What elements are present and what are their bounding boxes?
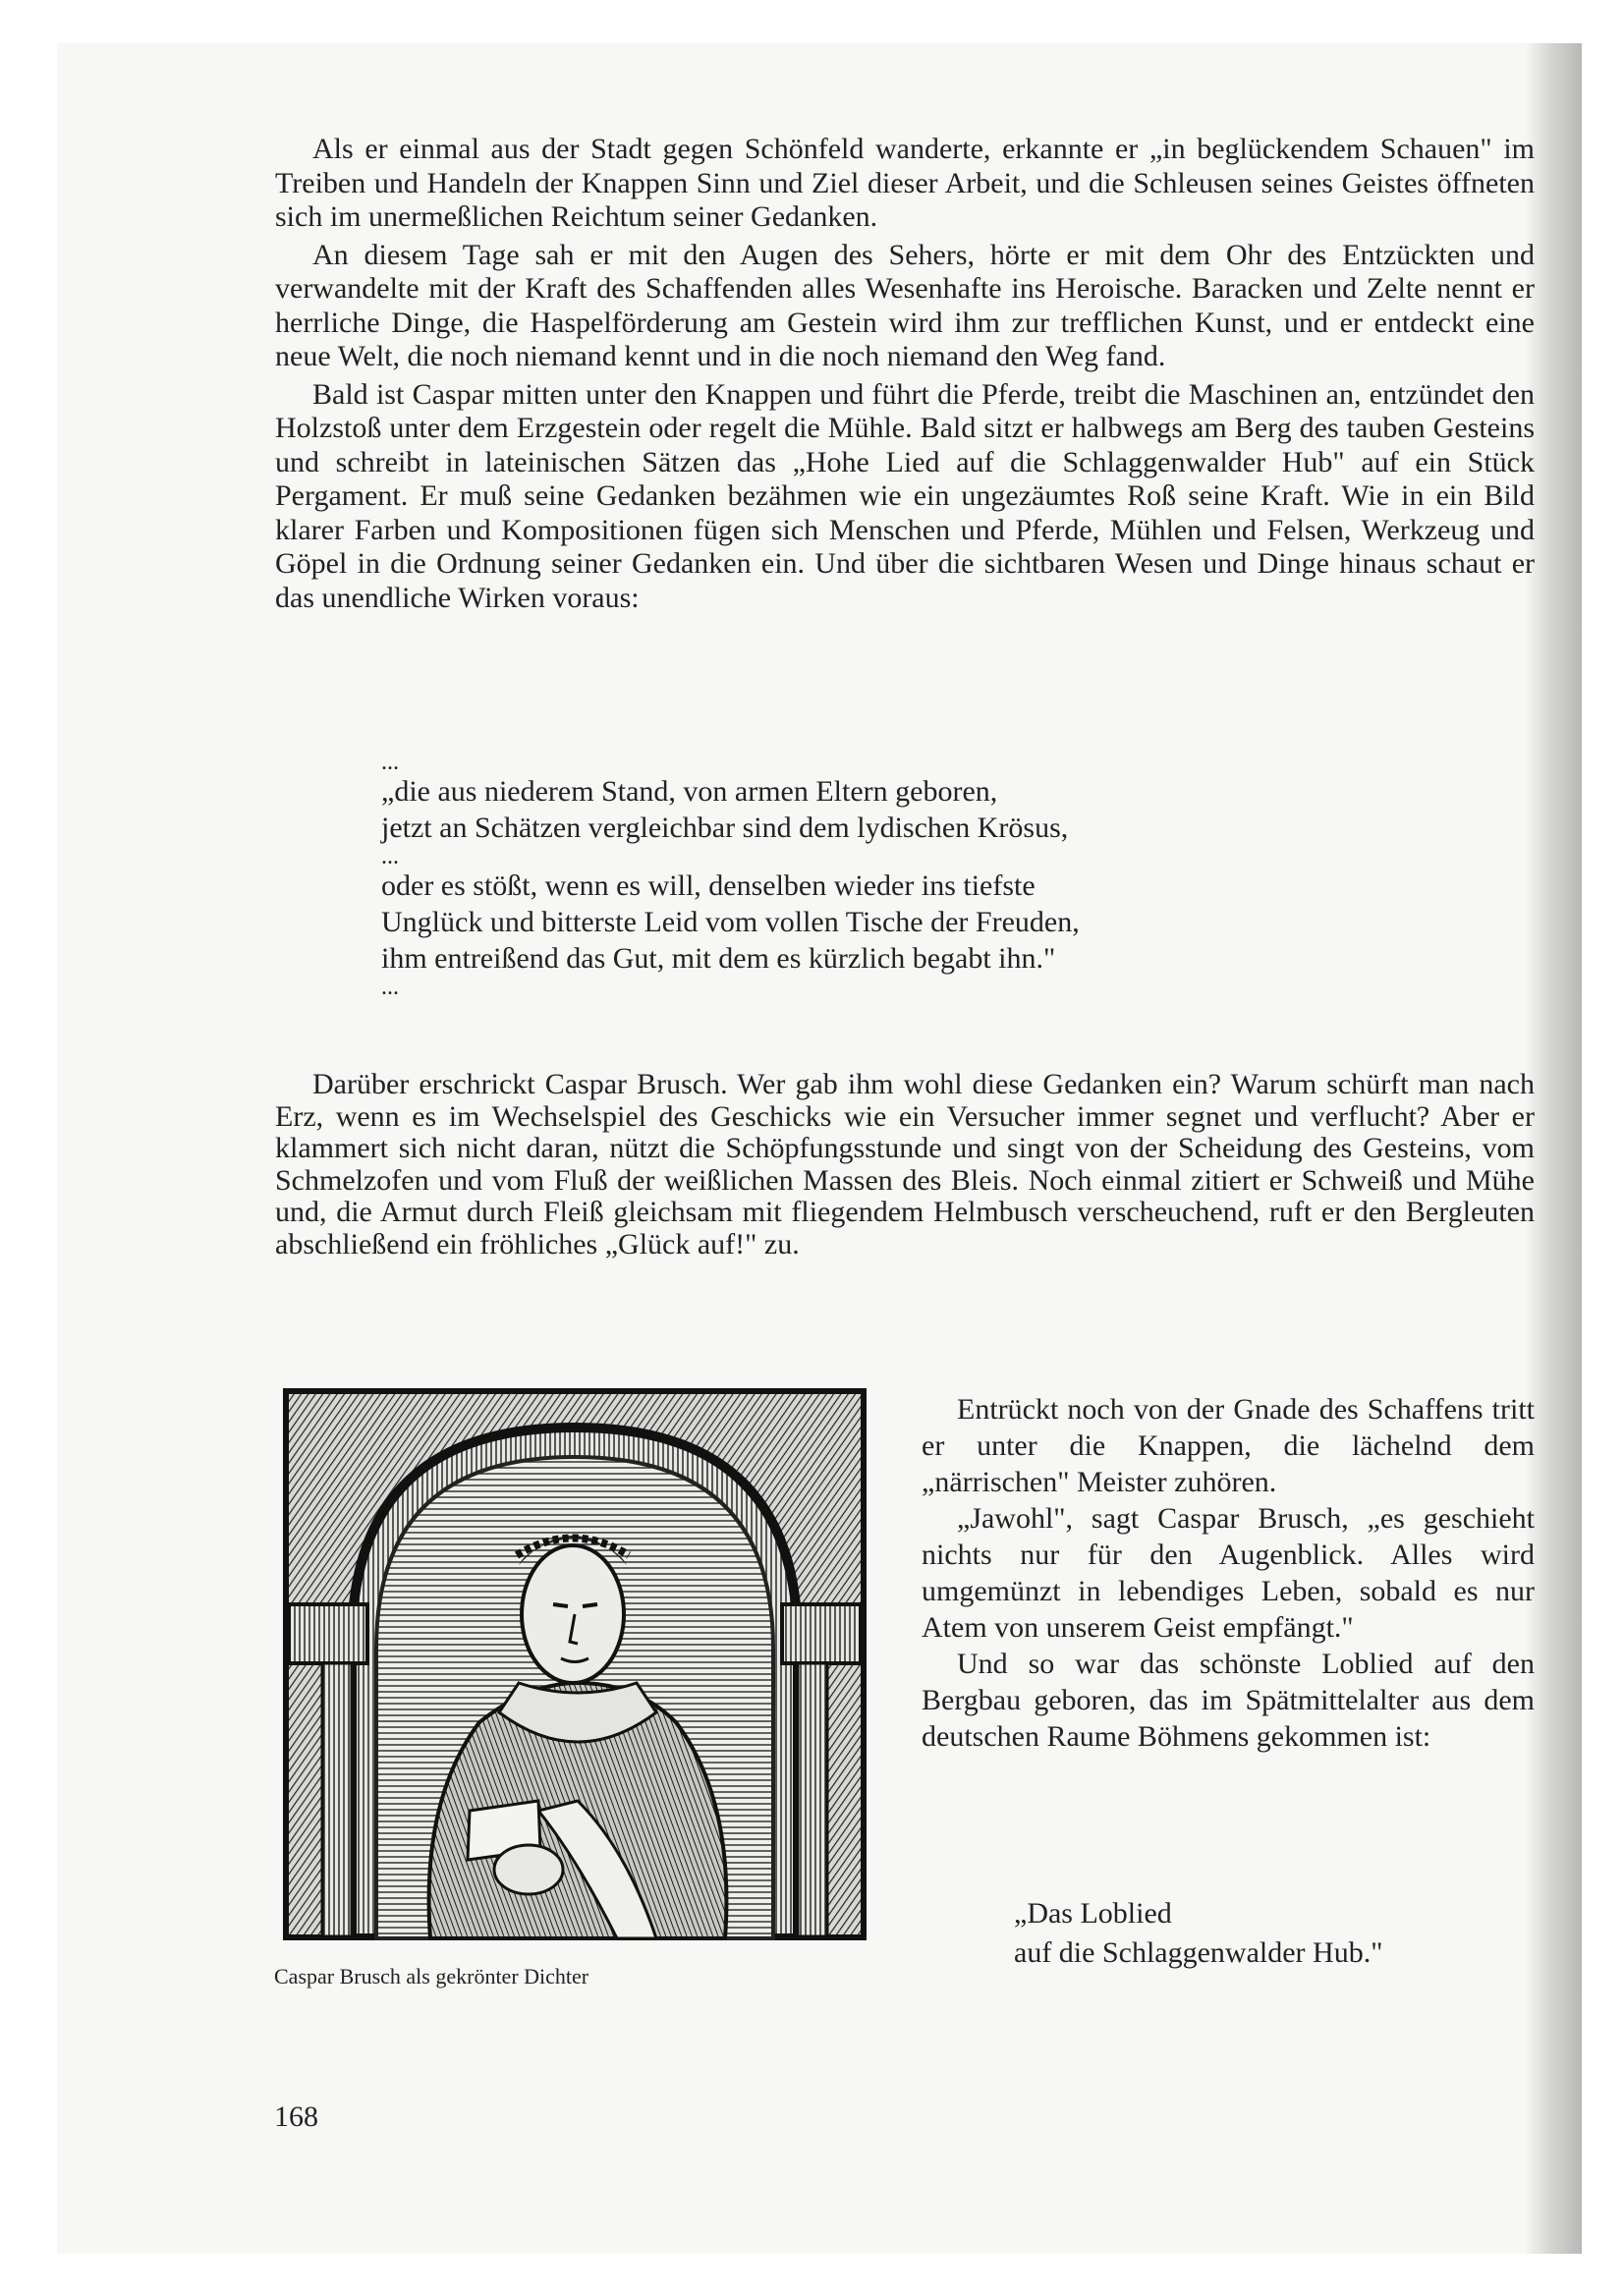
ellipsis: ... — [381, 975, 399, 1000]
paragraph: Darüber erschrickt Caspar Brusch. Wer gab ihm wohl diese Gedanken ein? Warum schürft man nach Erz, wenn es im Wechselspiel des Geschicks wie ein Versucher immer segnet und verflucht? Aber er klammert sich nicht daran, nützt die Schöpfungsstunde und singt von der Scheidung des Gesteins, vom Schmelzofen und vom Fluß der weißlichen Massen des Bleis. Noch einmal zitiert er Schweiß und Mühe und, die Armut durch Fleiß gleichsam mit fliegendem Helmbusch verscheuchend, ruft er den Bergleuten abschließend ein fröhliches „Glück auf!" zu. — [275, 1068, 1535, 1260]
verse-line: Unglück und bitterste Leid vom vollen Tische der Freuden, — [381, 906, 1080, 938]
ellipsis: ... — [381, 750, 399, 775]
right-column-text — [922, 1391, 1535, 1755]
verse-line: jetzt an Schätzen vergleichbar sind dem lydischen Krösus, — [381, 812, 1069, 844]
poem-title-line: „Das Loblied — [1014, 1897, 1172, 1930]
ellipsis: ... — [381, 844, 399, 869]
image-caption: Caspar Brusch als gekrönter Dichter — [274, 1964, 589, 1988]
woodcut-portrait-image — [283, 1388, 867, 1940]
paragraph: „Jawohl", sagt Caspar Brusch, „es geschieht nichts nur für den Augenblick. Alles wird umgemünzt in lebendiges Leben, sobald es nur Atem von unserem Geist empfängt." — [922, 1502, 1535, 1644]
verse-line: „die aus niederem Stand, von armen Eltern geboren, — [381, 775, 998, 808]
page-number: 168 — [274, 2100, 318, 2133]
verse-line: ihm entreißend das Gut, mit dem es kürzlich begabt ihn." — [381, 942, 1056, 975]
page-edge-shadow — [1527, 43, 1582, 2254]
poem-title-line: auf die Schlaggenwalder Hub." — [1014, 1936, 1383, 1969]
paragraph: Als er einmal aus der Stadt gegen Schönfeld wanderte, erkannte er „in beglückendem Schauen" im Treiben und Handeln der Knappen Sinn und Ziel dieser Arbeit, und die Schleusen seines Geistes öffneten sich im unermeßlichen Reichtum seiner Gedanken. — [275, 133, 1535, 233]
paragraph: An diesem Tage sah er mit den Augen des Sehers, hörte er mit dem Ohr des Entzückten und verwandelte mit der Kraft des Schaffenden alles Wesenhafte ins Heroische. Baracken und Zelte nennt er herrliche Dinge, die Haspelförderung am Gestein wird ihm zur trefflichen Kunst, und er entdeckt eine neue Welt, die noch niemand kennt und in die noch niemand den Weg fand. — [275, 238, 1535, 372]
verse-line: oder es stößt, wenn es will, denselben wieder ins tiefste — [381, 869, 1036, 902]
paragraph: Entrückt noch von der Gnade des Schaffens tritt er unter die Knappen, die lächelnd dem „närrischen" Meister zuhören. — [922, 1393, 1535, 1498]
paragraph: Und so war das schönste Loblied auf den Bergbau geboren, das im Spätmittelalter aus dem deutschen Raume Böhmens gekommen ist: — [922, 1648, 1535, 1753]
middle-paragraph-block — [275, 1069, 1535, 1260]
verse-quote — [381, 752, 1265, 998]
poem-title — [1014, 1894, 1525, 1973]
top-paragraphs — [275, 133, 1535, 615]
paragraph: Bald ist Caspar mitten unter den Knappen und führt die Pferde, treibt die Maschinen an, entzündet den Holzstoß unter dem Erzgestein oder regelt die Mühle. Bald sitzt er halbwegs am Berg des tauben Gesteins und schreibt in lateinischen Sätzen das „Hohe Lied auf die Schlaggenwalder Hub" auf ein Stück Pergament. Er muß seine Gedanken bezähmen wie ein ungezäumtes Roß seine Kraft. Wie in ein Bild klarer Farben und Kompositionen fügen sich Menschen und Pferde, Mühlen und Felsen, Werkzeug und Göpel in die Ordnung seiner Gedanken ein. Und über die sichtbaren Wesen und Dinge hinaus schaut er das unendliche Wirken voraus: — [275, 377, 1535, 614]
